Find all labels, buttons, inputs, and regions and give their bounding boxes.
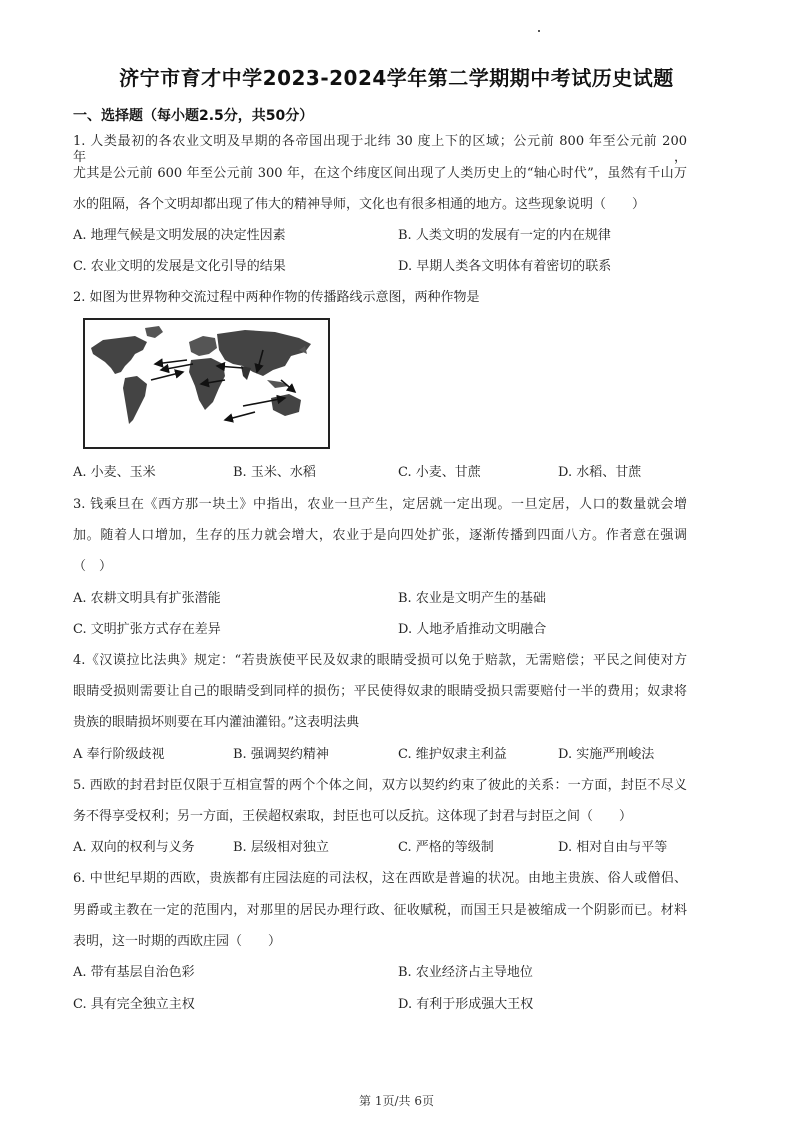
q6-option-a[interactable]: A. 带有基层自治色彩: [73, 965, 195, 980]
q2-stem-line-1: 2. 如图为世界物种交流过程中两种作物的传播路线示意图，两种作物是: [73, 290, 480, 305]
q4-option-b[interactable]: B. 强调契约精神: [233, 747, 329, 762]
q2-option-b[interactable]: B. 玉米、水稻: [233, 465, 316, 480]
q4-stem-line-1: 4.《汉谟拉比法典》规定：“若贵族使平民及奴隶的眼睛受损可以免于赔款，无需赔偿；平民之间使对方: [73, 653, 687, 668]
greenland-landmass: [145, 326, 163, 338]
q2-option-d[interactable]: D. 水稻、甘蔗: [558, 465, 642, 480]
q4-option-a[interactable]: A 奉行阶级歧视: [73, 747, 165, 762]
q5-option-c[interactable]: C. 严格的等级制: [398, 840, 494, 855]
route-arrow-2: [161, 364, 193, 370]
south-america-landmass: [123, 376, 147, 424]
q1-stem-line-2: 尤其是公元前 600 年至公元前 300 年，在这个纬度区间出现了人类历史上的“轴心时代”，虽然有千山万: [73, 166, 687, 181]
route-arrow-7: [225, 412, 255, 420]
asia-landmass: [217, 330, 311, 376]
q6-stem-line-1: 6. 中世纪早期的西欧，贵族都有庄园法庭的司法权，这在西欧是普遍的状况。由地主贵族、俗人或僧侣、: [73, 871, 687, 886]
q6-stem-line-2: 男爵或主教在一定的范围内，对那里的居民办理行政、征收赋税，而国王只是被缩成一个阴影而已。材料: [73, 903, 687, 918]
q5-stem-line-2: 务不得享受权利；另一方面，王侯超权索取，封臣也可以反抗。这体现了封君与封臣之间（ ）: [73, 809, 633, 824]
section-heading: 一、选择题（每小题2.5分，共50分）: [73, 108, 314, 124]
q1-stem-line-3: 水的阻隔，各个文明却都出现了伟大的精神导师，文化也有很多相通的地方。这些现象说明（ ）: [73, 197, 646, 212]
world-map-illustration: [85, 320, 328, 447]
q1-stem-line-1: 1. 人类最初的各农业文明及早期的各帝国出现于北纬 30 度上下的区域；公元前 800 年至公元前 200 年，: [73, 134, 687, 165]
q3-option-a[interactable]: A. 农耕文明具有扩张潜能: [73, 591, 221, 606]
europe-landmass: [189, 336, 217, 356]
australia-landmass: [271, 394, 301, 416]
q3-stem-line-2: 加。随着人口增加，生存的压力就会增大，农业于是向四处扩张，逐渐传播到四面八方。作者意在强调: [73, 528, 687, 543]
q2-option-c[interactable]: C. 小麦、甘蔗: [398, 465, 481, 480]
q3-option-c[interactable]: C. 文明扩张方式存在差异: [73, 622, 221, 637]
q3-option-d[interactable]: D. 人地矛盾推动文明融合: [398, 622, 547, 637]
route-arrow-9: [151, 372, 183, 380]
q6-option-b[interactable]: B. 农业经济占主导地位: [398, 965, 533, 980]
route-arrow-1: [155, 360, 187, 364]
q4-stem-line-3: 贵族的眼睛损坏则要在耳内灌油灌铅。”这表明法典: [73, 715, 360, 730]
q3-stem-line-1: 3. 钱乘旦在《西方那一块土》中指出，农业一旦产生，定居就一定出现。一旦定居，人口的数量就会增: [73, 497, 687, 512]
q1-option-d[interactable]: D. 早期人类各文明体有着密切的联系: [398, 259, 612, 274]
q6-option-c[interactable]: C. 具有完全独立主权: [73, 997, 195, 1012]
scan-speck: [538, 30, 540, 32]
q6-stem-line-3: 表明，这一时期的西欧庄园（ ）: [73, 934, 282, 949]
q3-stem-line-3: （ ）: [73, 559, 113, 574]
q4-option-d[interactable]: D. 实施严刑峻法: [558, 747, 655, 762]
q1-option-a[interactable]: A. 地理气候是文明发展的决定性因素: [73, 228, 286, 243]
q2-option-a[interactable]: A. 小麦、玉米: [73, 465, 156, 480]
q5-option-d[interactable]: D. 相对自由与平等: [558, 840, 668, 855]
q5-option-b[interactable]: B. 层级相对独立: [233, 840, 329, 855]
q6-option-d[interactable]: D. 有利于形成强大王权: [398, 997, 534, 1012]
q1-option-b[interactable]: B. 人类文明的发展有一定的内在规律: [398, 228, 611, 243]
world-crop-spread-map: [83, 318, 330, 449]
q4-option-c[interactable]: C. 维护奴隶主利益: [398, 747, 507, 762]
q4-stem-line-2: 眼睛受损则需要让自己的眼睛受到同样的损伤；平民使得奴隶的眼睛受损只需要赔付一半的费用；奴隶将: [73, 684, 687, 699]
q3-option-b[interactable]: B. 农业是文明产生的基础: [398, 591, 546, 606]
q5-stem-line-1: 5. 西欧的封君封臣仅限于互相宣誓的两个个体之间，双方以契约约束了彼此的关系：一方面，封臣不尽义: [73, 778, 687, 793]
q5-option-a[interactable]: A. 双向的权利与义务: [73, 840, 195, 855]
north-america-landmass: [91, 336, 147, 374]
q1-option-c[interactable]: C. 农业文明的发展是文化引导的结果: [73, 259, 286, 274]
page-title: 济宁市育才中学2023-2024学年第二学期期中考试历史试题: [119, 66, 674, 90]
page-footer: 第 1页/共 6页: [359, 1094, 434, 1108]
